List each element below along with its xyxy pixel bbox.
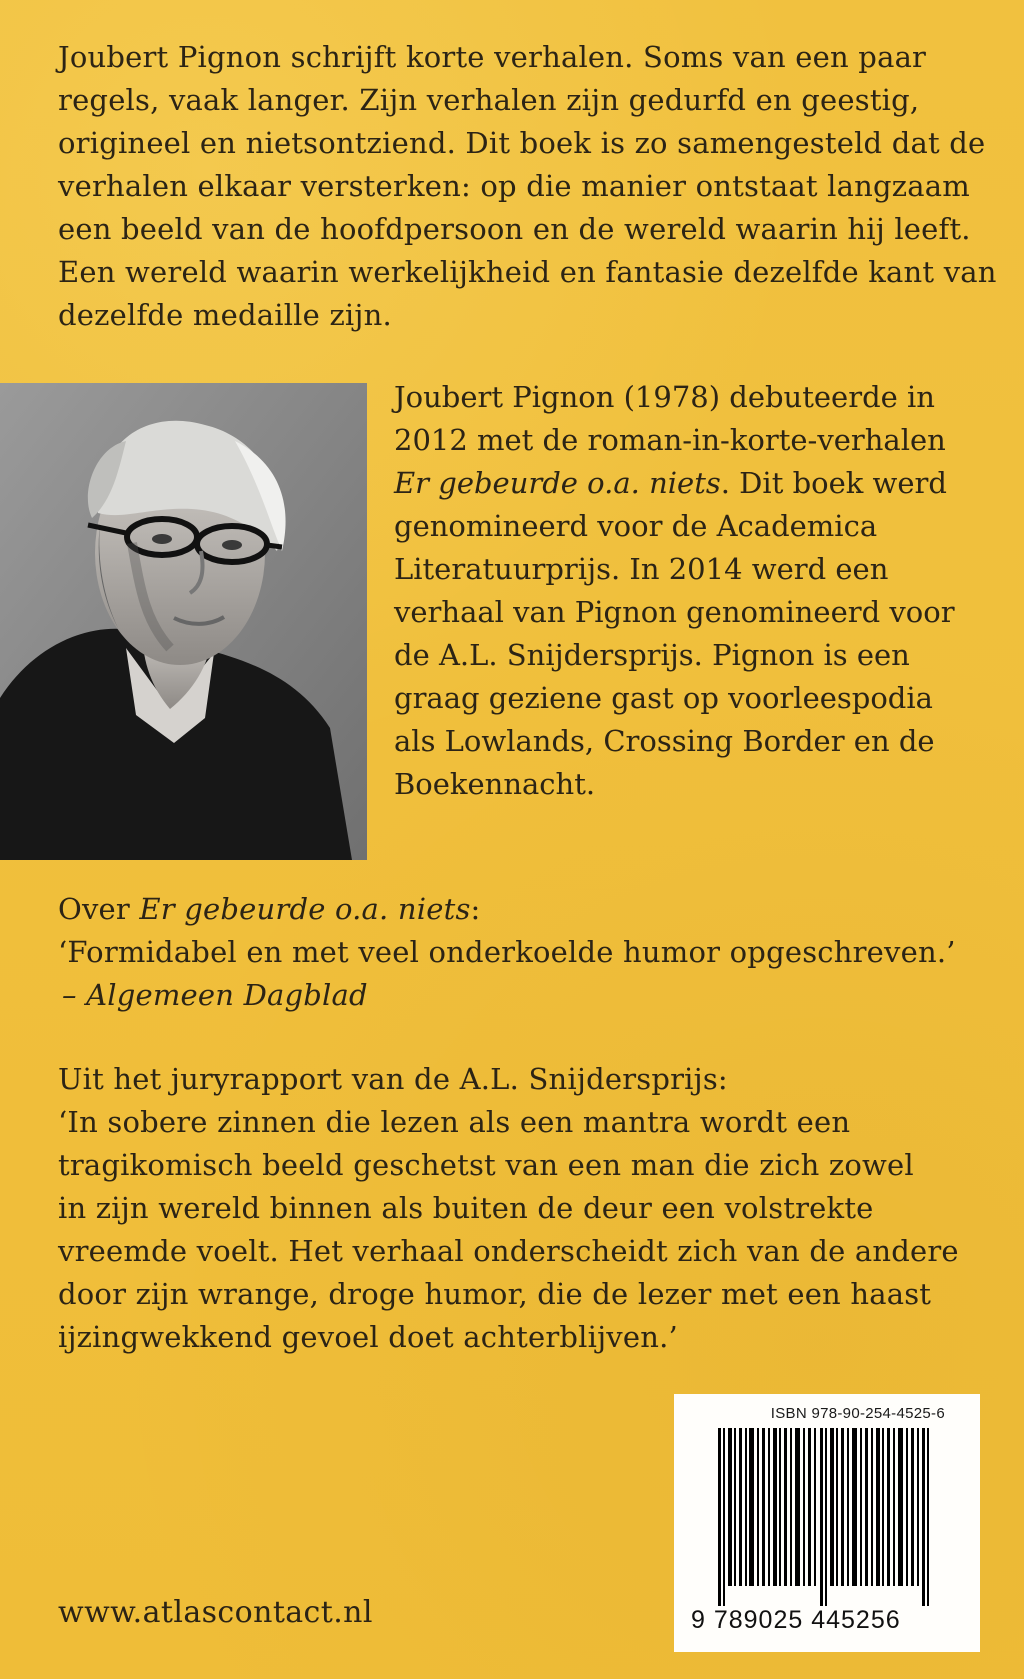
jury-report-quote: Uit het juryrapport van de A.L. Snijdersprijs: ‘In sobere zinnen die lezen als een mantra wordt een tragikomisch beeld geschetst van een man die zich zowel in zijn wereld binnen als buiten de deur een volstrekte vreemde voelt. Het verhaal onderscheidt zich van de andere door zijn wrange, droge humor, die de lezer met een haast ijzingwekkend gevoel doet achterblijven.’ <box>58 1062 959 1354</box>
review-ad-book-title: Er gebeurde o.a. niets <box>139 892 471 926</box>
author-bio-text-continued: . Dit boek werd genomineerd voor de Academica Literatuurprijs. In 2014 werd een verhaal van Pignon genomineerd voor de A.L. Snijdersprijs. Pignon is een graag geziene gast op voorleespodia als Lowlands, Crossing Border en de Boekennacht. <box>394 466 955 801</box>
barcode-number: 9 789025 445256 <box>691 1606 901 1634</box>
review-ad-prefix: Over <box>58 892 140 926</box>
publisher-website: www.atlascontact.nl <box>58 1595 373 1630</box>
author-photo <box>0 383 367 860</box>
book-title: Er gebeurde o.a. niets <box>394 466 721 500</box>
isbn-barcode-box <box>674 1394 980 1652</box>
review-ad <box>58 888 1008 1017</box>
author-bio-text: Joubert Pignon (1978) debuteerde in 2012 met de roman-in-korte-verhalen <box>394 380 946 457</box>
review-ad-suffix: : <box>470 892 481 926</box>
review-ad-quote: ‘Formidabel en met veel onderkoelde humor opgeschreven.’ <box>58 935 956 969</box>
book-description: Joubert Pignon schrijft korte verhalen. Soms van een paar regels, vaak langer. Zijn verhalen zijn gedurfd en geestig, origineel en nietsontziend. Dit boek is zo samengesteld dat de verhalen elkaar versterken: op die manier ontstaat langzaam een beeld van de hoofdpersoon en de wereld waarin hij leeft. Een wereld waarin werkelijkheid en fantasie dezelfde kant van dezelfde medaille zijn. <box>58 40 997 332</box>
isbn-label: ISBN 978-90-254-4525-6 <box>770 1405 945 1422</box>
barcode-icon <box>718 1428 930 1606</box>
author-bio <box>394 376 984 806</box>
review-ad-source: – Algemeen Dagblad <box>62 978 368 1012</box>
